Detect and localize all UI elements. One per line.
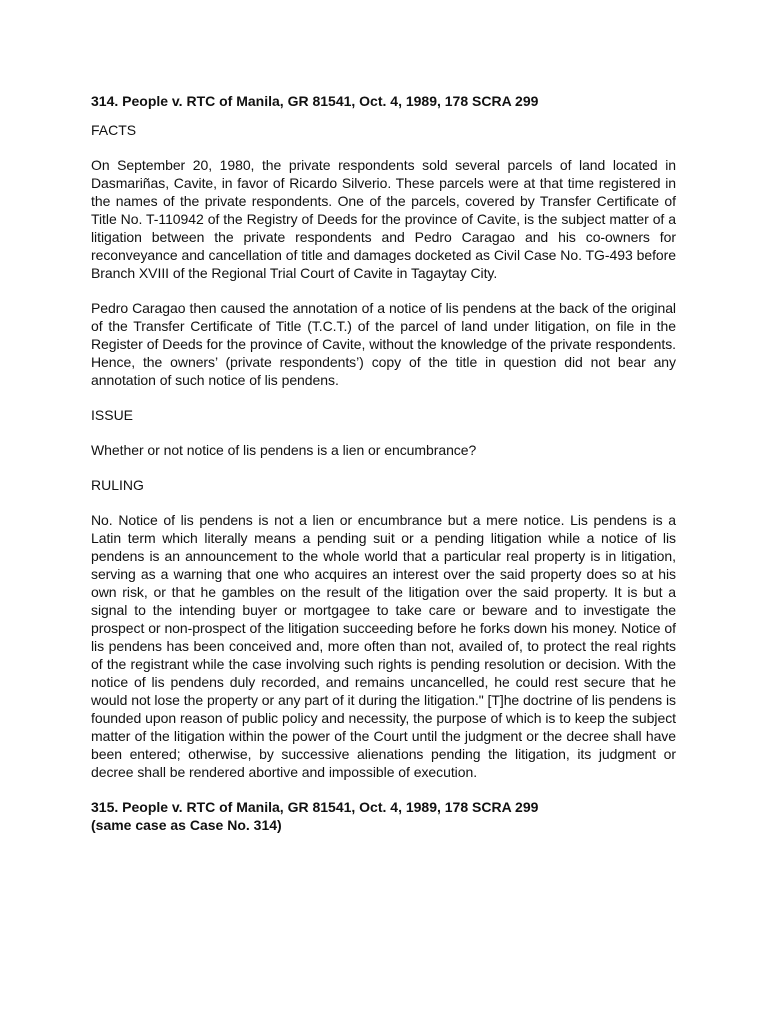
issue-text: Whether or not notice of lis pendens is a lien or encumbrance? xyxy=(91,442,477,458)
case-314-title: 314. People v. RTC of Manila, GR 81541, Oct. 4, 1989, 178 SCRA 299 xyxy=(91,93,539,109)
case-315-note: (same case as Case No. 314) xyxy=(91,817,282,833)
ruling-heading: RULING xyxy=(91,477,144,493)
facts-paragraph-1: On September 20, 1980, the private respondents sold several parcels of land located in Dasmariñas, Cavite, in favor of Ricardo Silverio. These parcels were at that time registered in the names of the private respondents. One of the parcels, covered by Transfer Certificate of Title No. T-110942 of the Registry of Deeds for the province of Cavite, is the subject matter of a litigation between the private respondents and Pedro Caragao and his co-owners for reconveyance and cancellation of title and damages docketed as Civil Case No. TG-493 before Branch XVIII of the Regional Trial Court of Cavite in Tagaytay City. xyxy=(91,157,676,281)
facts-paragraph-2: Pedro Caragao then caused the annotation of a notice of lis pendens at the back of the original of the Transfer Certificate of Title (T.C.T.) of the parcel of land under litigation, on file in the Register of Deeds for the province of Cavite, without the knowledge of the private respondents. Hence, the owners’ (private respondents’) copy of the title in question did not bear any annotation of such notice of lis pendens. xyxy=(91,300,676,388)
ruling-text: No. Notice of lis pendens is not a lien or encumbrance but a mere notice. Lis pendens is a Latin term which literally means a pending suit or a pending litigation while a notice of lis pendens is an announcement to the whole world that a particular real property is in litigation, serving as a warning that one who acquires an interest over the said property does so at his own risk, or that he gambles on the result of the litigation over the said property. It is but a signal to the intending buyer or mortgagee to take care or beware and to investigate the prospect or non-prospect of the litigation succeeding before he forks down his money. Notice of lis pendens has been conceived and, more often than not, availed of, to protect the real rights of the registrant while the case involving such rights is pending resolution or decision. With the notice of lis pendens duly recorded, and remains uncancelled, he could rest secure that he would not lose the property or any part of it during the litigation." [T]he doctrine of lis pendens is founded upon reason of public policy and necessity, the purpose of which is to keep the subject matter of the litigation within the power of the Court until the judgment or the decree shall have been entered; otherwise, by successive alienations pending the litigation, its judgment or decree shall be rendered abortive and impossible of execution. xyxy=(91,512,676,780)
document-page xyxy=(91,92,676,834)
issue-heading: ISSUE xyxy=(91,407,134,423)
case-315-title: 315. People v. RTC of Manila, GR 81541, Oct. 4, 1989, 178 SCRA 299 xyxy=(91,799,539,815)
facts-heading: FACTS xyxy=(91,122,137,138)
